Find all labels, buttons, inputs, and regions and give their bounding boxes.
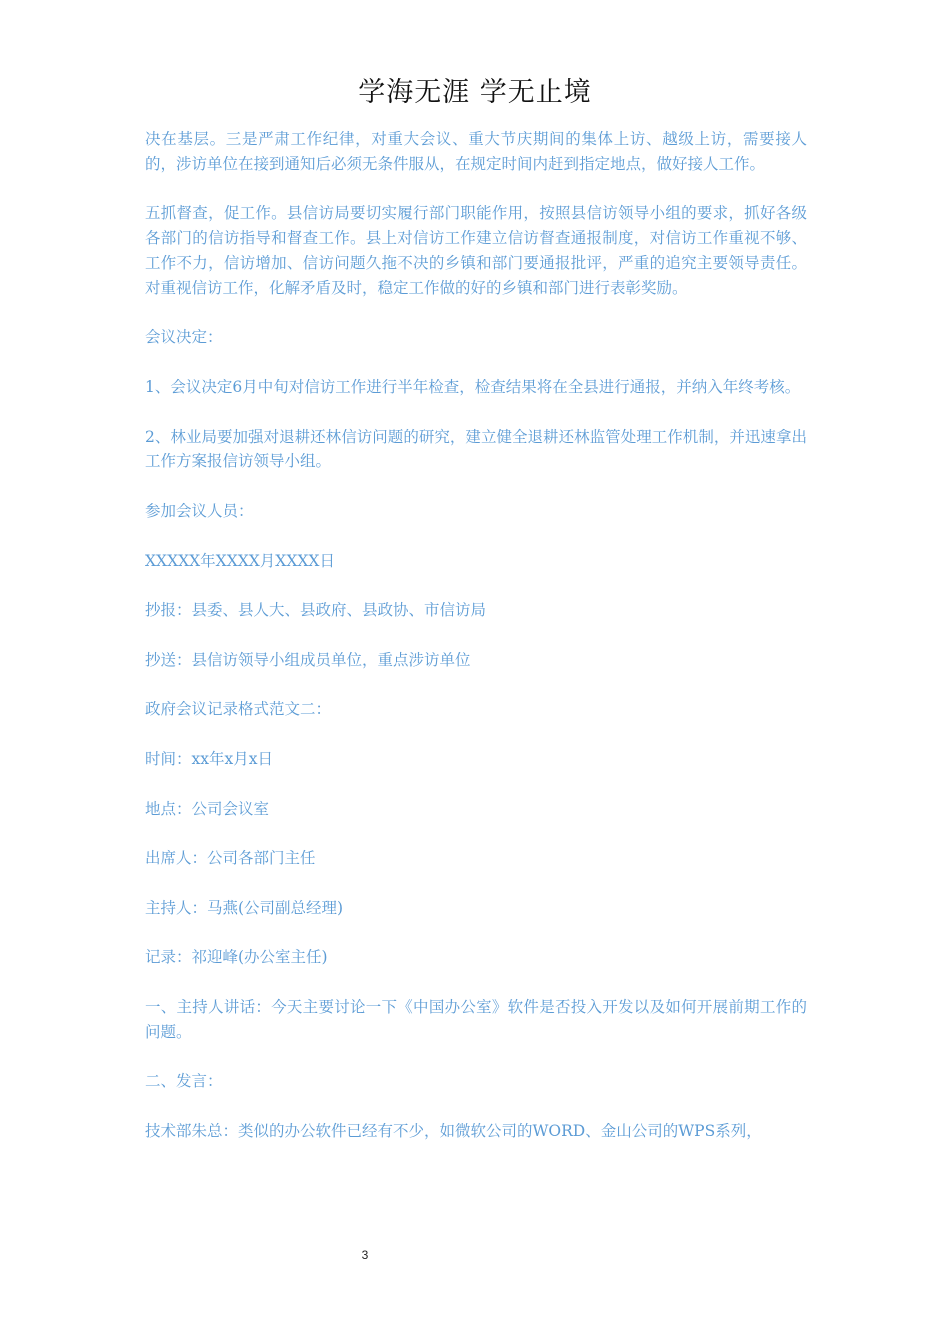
paragraph-host-speech: 一、主持人讲话：今天主要讨论一下《中国办公室》软件是否投入开发以及如何开展前期工作的问题。	[145, 997, 807, 1041]
paragraph-date-placeholder: XXXXX年XXXX月XXXX日	[145, 551, 335, 570]
paragraph-decision-1: 1、会议决定6月中旬对信访工作进行半年检查，检查结果将在全县进行通报，并纳入年终考核。	[145, 377, 801, 396]
page-number: 3	[361, 1248, 369, 1262]
document-body	[145, 127, 807, 1168]
paragraph-host: 主持人：马燕(公司副总经理)	[145, 898, 344, 917]
paragraph-recorder: 记录：祁迎峰(办公室主任)	[145, 948, 328, 967]
paragraph-sample-two-heading: 政府会议记录格式范文二：	[145, 700, 332, 719]
paragraph-tech-director: 技术部朱总：类似的办公软件已经有不少，如微软公司的WORD、金山公司的WPS系列，	[145, 1121, 762, 1140]
paragraph-speeches-heading: 二、发言：	[145, 1072, 223, 1091]
paragraph-supervision: 五抓督查，促工作。县信访局要切实履行部门职能作用，按照县信访领导小组的要求，抓好各级各部门的信访指导和督查工作。县上对信访工作建立信访督查通报制度，对信访工作重视不够、工作不力，信访增加、信访问题久拖不决的乡镇和部门要通报批评，严重的追究主要领导责任。对重视信访工作，化解矛盾及时，稳定工作做的好的乡镇和部门进行表彰奖励。	[145, 204, 807, 297]
paragraph-report-to: 抄报：县委、县人大、县政府、县政协、市信访局	[145, 601, 487, 620]
paragraph-attendance: 出席人：公司各部门主任	[145, 849, 316, 868]
paragraph-decision-2: 2、林业局要加强对退耕还林信访问题的研究，建立健全退耕还林监管处理工作机制，并迅速拿出工作方案报信访领导小组。	[145, 427, 807, 471]
page-header-title: 学海无涯 学无止境	[358, 77, 592, 108]
paragraph-location: 地点：公司会议室	[145, 799, 270, 818]
paragraph-copy-to: 抄送：县信访领导小组成员单位，重点涉访单位	[145, 650, 471, 669]
paragraph-time: 时间：xx年x月x日	[145, 749, 273, 768]
paragraph-attendees-heading: 参加会议人员：	[145, 501, 254, 520]
paragraph-meeting-decision-heading: 会议决定：	[145, 328, 223, 347]
paragraph-work-discipline: 决在基层。三是严肃工作纪律，对重大会议、重大节庆期间的集体上访、越级上访，需要接人的，涉访单位在接到通知后必须无条件服从，在规定时间内赶到指定地点，做好接人工作。	[145, 130, 807, 173]
